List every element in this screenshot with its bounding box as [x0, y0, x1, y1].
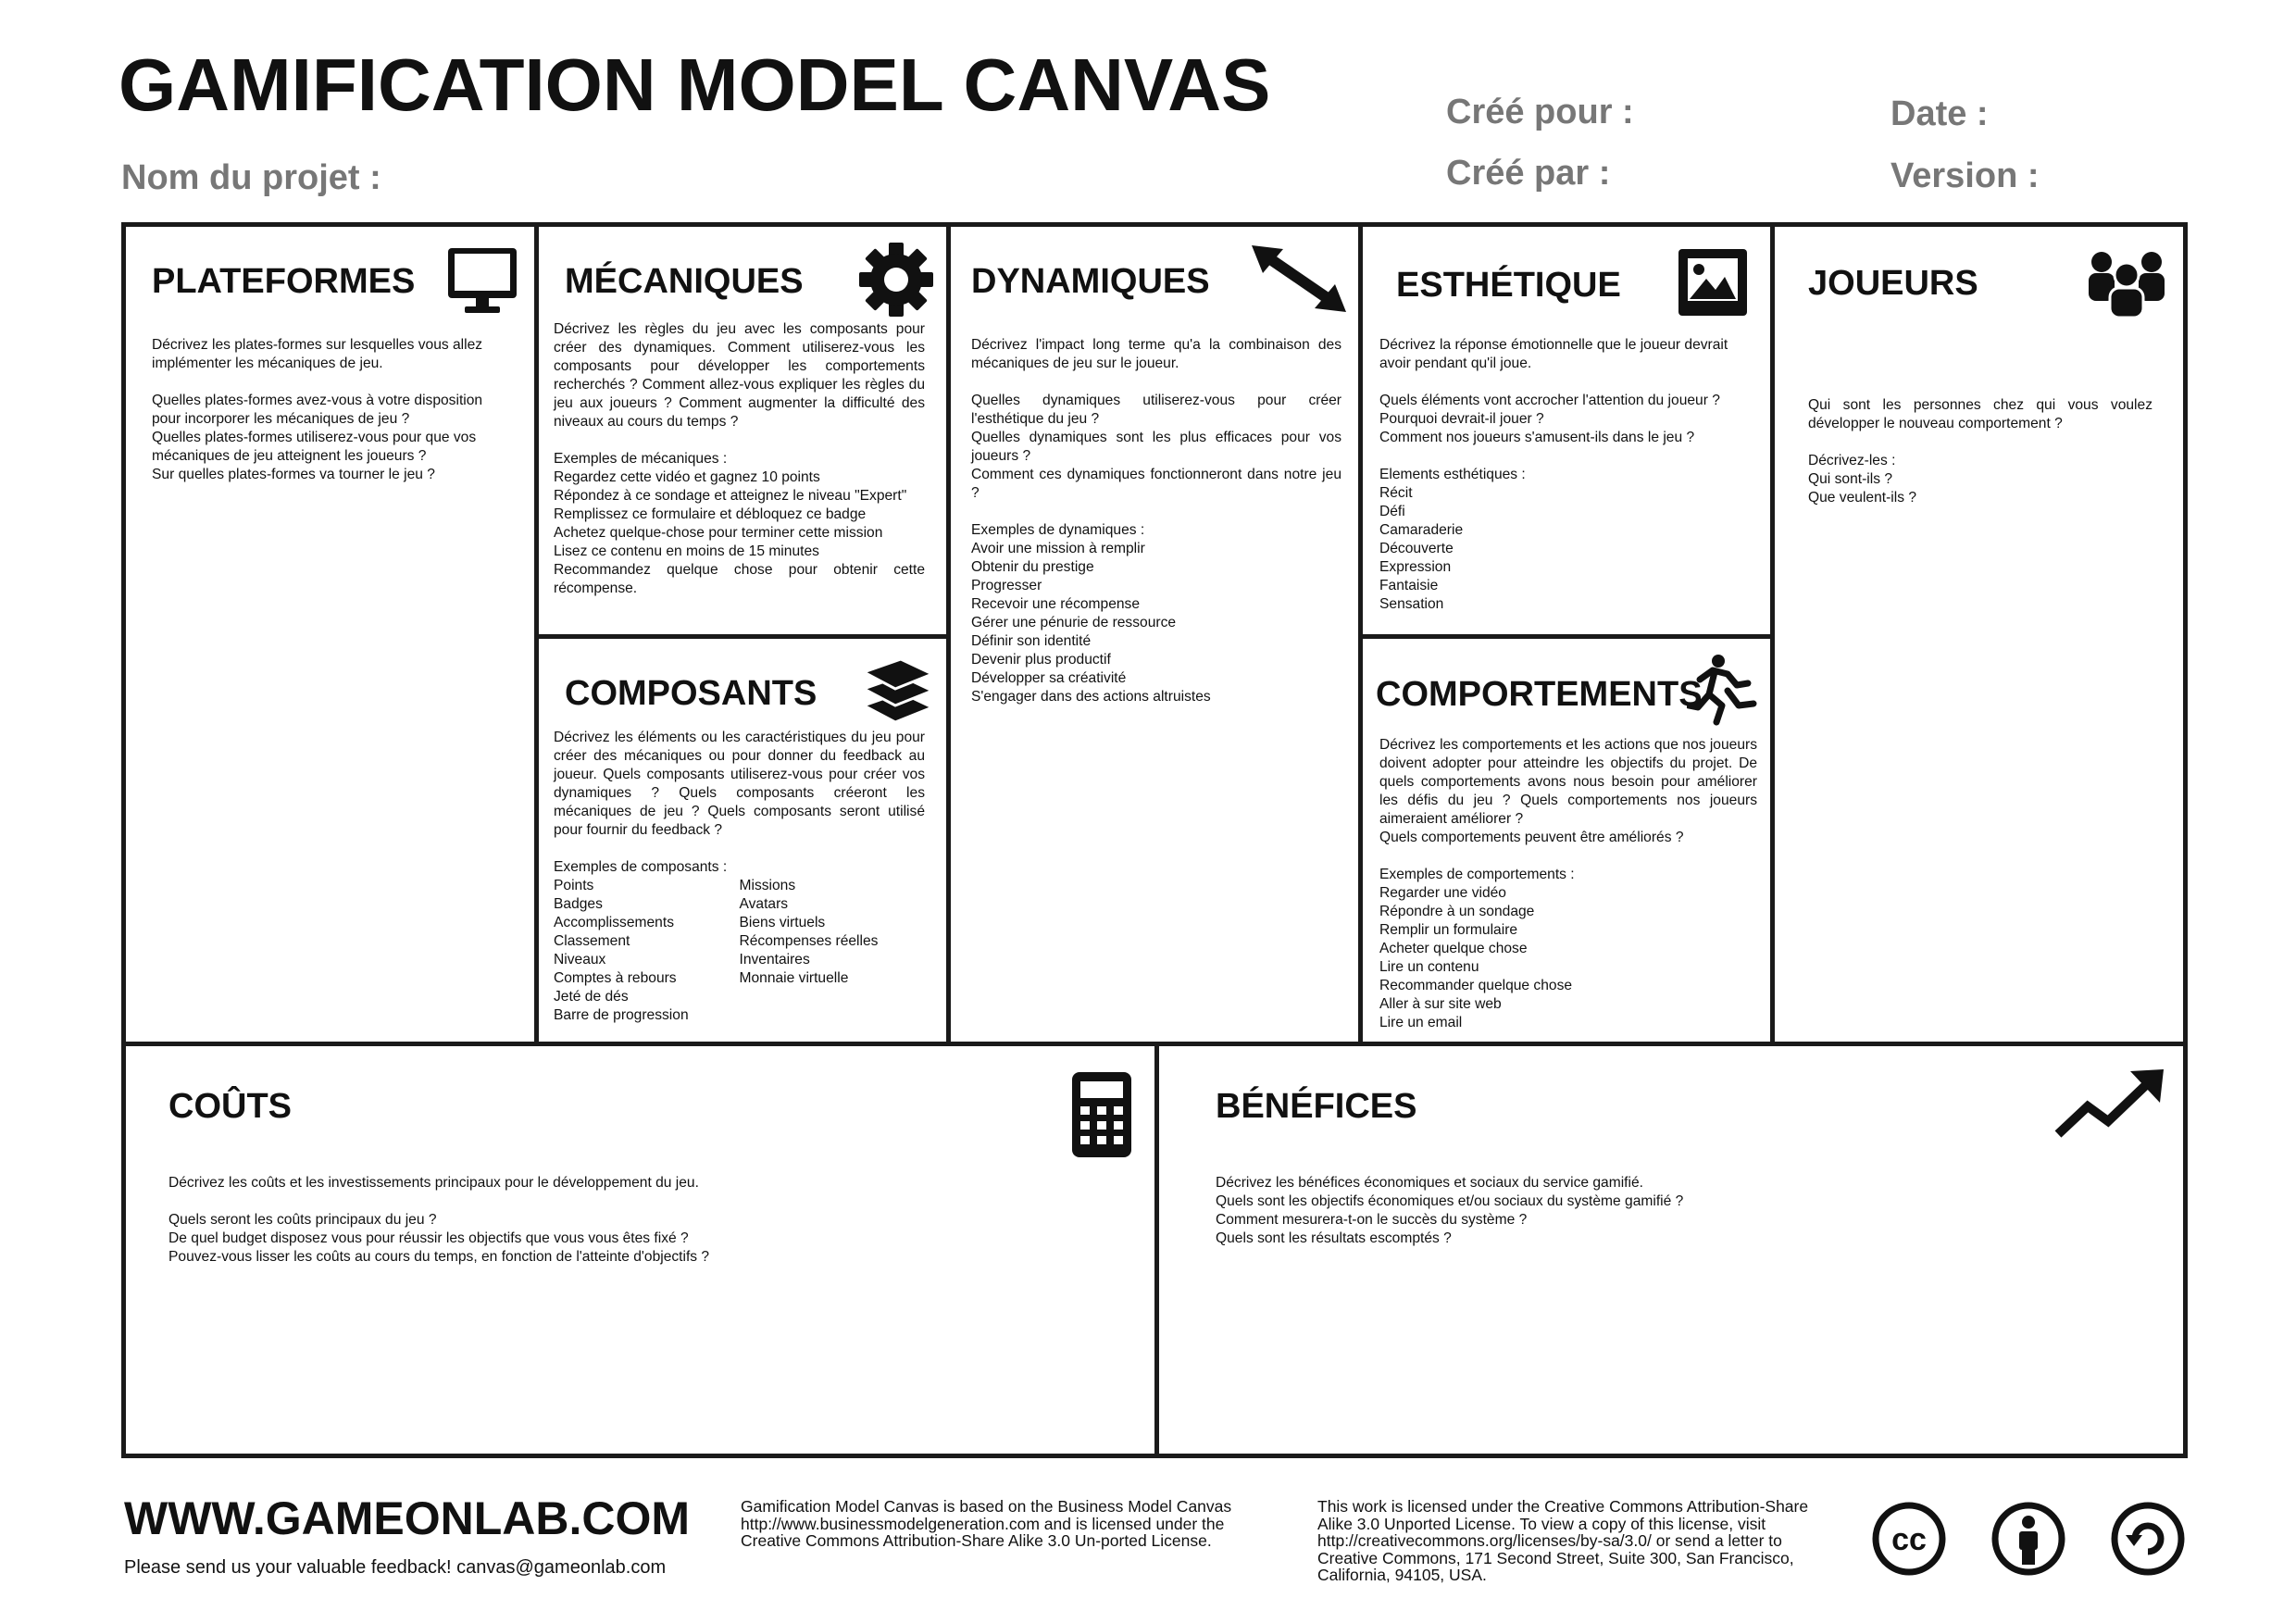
description-line: Pourquoi devrait-il jouer ? — [1379, 411, 1544, 427]
stack-icon — [860, 652, 936, 730]
description-line: Jeté de dés — [554, 989, 629, 1005]
plateformes-title: PLATEFORMES — [152, 262, 416, 301]
description-line: Décrivez-les : — [1808, 453, 1896, 468]
spacer — [1808, 433, 2152, 452]
description-line: Lisez ce contenu en moins de 15 minutes — [554, 543, 819, 559]
description-line: Quelles dynamiques utiliserez-vous pour créer l'esthétique du jeu ? — [971, 393, 1341, 427]
spacer — [554, 840, 925, 858]
description-line: Recevoir une récompense — [971, 596, 1141, 612]
footer-based-on: Gamification Model Canvas is based on the Business Model Canvas http://www.businessmodelgeneration.com and is licensed under the Creative Commons Attribution-Share Alike 3.0 Un-ported License. — [741, 1497, 1232, 1550]
benefices-block[interactable] — [1154, 1042, 2188, 1458]
plateformes-description — [152, 336, 513, 484]
description-line: Décrivez les plates-formes sur lesquelles vous allez implémenter les mécaniques de jeu. — [152, 337, 483, 371]
esthetique-block[interactable] — [1358, 222, 1775, 639]
benefices-description — [1216, 1174, 2141, 1248]
share-alike-icon — [2109, 1500, 2187, 1582]
spacer — [971, 373, 1341, 392]
composants-examples-col2 — [740, 877, 926, 1025]
description-line: Quelles plates-formes utiliserez-vous pour que vos mécaniques de jeu atteignent les joueurs ? — [152, 430, 477, 464]
description-line: Développer sa créativité — [971, 670, 1127, 686]
dynamiques-description — [971, 336, 1341, 706]
description-line: Expression — [1379, 559, 1452, 575]
spacer — [1379, 847, 1757, 866]
description-line: Quels sont les résultats escomptés ? — [1216, 1230, 1452, 1246]
description-line: Regarder une vidéo — [1379, 885, 1506, 901]
gear-icon — [858, 242, 934, 322]
description-line: Comment nos joueurs s'amusent-ils dans le jeu ? — [1379, 430, 1695, 445]
description-line: Exemples de comportements : — [1379, 867, 1575, 882]
composants-examples — [554, 877, 925, 1025]
description-line: Fantaisie — [1379, 578, 1439, 593]
description-line: Classement — [554, 933, 630, 949]
couts-block[interactable] — [121, 1042, 1159, 1458]
created-for-label: Créé pour : — [1446, 93, 1634, 131]
description-line: Biens virtuels — [739, 915, 826, 930]
composants-block[interactable] — [534, 634, 951, 1046]
attribution-icon — [1990, 1500, 2067, 1582]
description-line: Remplissez ce formulaire et débloquez ce badge — [554, 506, 867, 522]
mecaniques-description — [554, 320, 925, 598]
description-line: Lire un email — [1379, 1015, 1463, 1030]
description-line: Décrivez l'impact long terme qu'a la combinaison des mécaniques de jeu sur le joueur. — [971, 337, 1341, 371]
spacer — [152, 373, 513, 392]
description-line: Décrivez les règles du jeu avec les composants pour créer des dynamiques. Comment utiliserez-vous les composants pour développer les comportements recherchés ? Comment allez-vous expliquer les règles du jeu aux joueurs ? Comment augmenter la difficulté des niveaux au cours du temps ? — [554, 321, 925, 430]
description-line: Recommandez quelque chose pour obtenir cette récompense. — [554, 562, 925, 596]
monitor-icon — [446, 244, 518, 321]
joueurs-title: JOUEURS — [1808, 264, 1978, 303]
description-line: Exemples de dynamiques : — [971, 522, 1145, 538]
description-line: Comptes à rebours — [554, 970, 677, 986]
description-line: Décrivez les éléments ou les caractéristiques du jeu pour créer des mécaniques ou pour donner du feedback au joueur. Quels composants utiliserez-vous pour créer vos dynamiques ? Quels composants créeront les mécaniques de jeu ? Quels composants seront utilisé pour fournir du feedback ? — [554, 730, 925, 838]
description-line: Obtenir du prestige — [971, 559, 1094, 575]
composants-examples-col1 — [554, 877, 740, 1025]
description-line: Récit — [1379, 485, 1413, 501]
cc-icon — [1870, 1500, 1948, 1582]
description-line: Quelles dynamiques sont les plus efficaces pour vos joueurs ? — [971, 430, 1341, 464]
footer-url[interactable]: WWW.GAMEONLAB.COM — [124, 1492, 691, 1544]
description-line: Défi — [1379, 504, 1405, 519]
esthetique-description — [1379, 336, 1759, 614]
date-label: Date : — [1890, 94, 1989, 133]
description-line: De quel budget disposez vous pour réussir les objectifs que vous vous êtes fixé ? — [168, 1230, 689, 1246]
description-line: Décrivez les bénéfices économiques et sociaux du service gamifié. — [1216, 1175, 1643, 1191]
description-line: Missions — [739, 878, 796, 893]
double-arrow-icon — [1250, 243, 1348, 318]
description-line: Exemples de composants : — [554, 859, 728, 875]
composants-title: COMPOSANTS — [565, 674, 817, 713]
description-line: Remplir un formulaire — [1379, 922, 1518, 938]
description-line: Monnaie virtuelle — [739, 970, 849, 986]
dynamiques-title: DYNAMIQUES — [971, 262, 1210, 301]
description-line: Points — [554, 878, 594, 893]
description-line: Aller à sur site web — [1379, 996, 1502, 1012]
mecaniques-block[interactable] — [534, 222, 951, 639]
description-line: Badges — [554, 896, 603, 912]
footer-license: This work is licensed under the Creative Commons Attribution-Share Alike 3.0 Unported License. To view a copy of this license, visit http://creativecommons.org/licenses/by-sa/3.0/ or send a letter to Creative Commons, 171 Second Street, Suite 300, San Francisco, California, 94105, USA. — [1317, 1497, 1809, 1584]
description-line: Inventaires — [739, 952, 810, 968]
dynamiques-block[interactable] — [946, 222, 1363, 1046]
footer-feedback: Please send us your valuable feedback! canvas@gameonlab.com — [124, 1557, 667, 1578]
page-title: GAMIFICATION MODEL CANVAS — [119, 44, 1271, 126]
joueurs-block[interactable] — [1770, 222, 2188, 1046]
mecaniques-title: MÉCANIQUES — [565, 262, 804, 301]
spacer — [1379, 447, 1759, 466]
description-line: Lire un contenu — [1379, 959, 1479, 975]
composants-description — [554, 729, 925, 877]
comportements-title: COMPORTEMENTS — [1376, 675, 1703, 714]
description-line: Récompenses réelles — [739, 933, 879, 949]
trend-up-icon — [2053, 1067, 2167, 1146]
description-line: Camaraderie — [1379, 522, 1464, 538]
description-line: Elements esthétiques : — [1379, 467, 1526, 482]
description-line: Comment ces dynamiques fonctionneront dans notre jeu ? — [971, 467, 1341, 501]
project-name-label: Nom du projet : — [121, 158, 381, 197]
description-line: Comment mesurera-t-on le succès du système ? — [1216, 1212, 1528, 1228]
description-line: Que veulent-ils ? — [1808, 490, 1917, 506]
description-line: Acheter quelque chose — [1379, 941, 1528, 956]
joueurs-description — [1808, 396, 2152, 507]
description-line: Gérer une pénurie de ressource — [971, 615, 1177, 630]
description-line: Quels seront les coûts principaux du jeu ? — [168, 1212, 437, 1228]
description-line: Pouvez-vous lisser les coûts au cours du temps, en fonction de l'atteinte d'objectifs ? — [168, 1249, 710, 1265]
description-line: Exemples de mécaniques : — [554, 451, 728, 467]
description-line: Répondre à un sondage — [1379, 904, 1535, 919]
spacer — [971, 503, 1341, 521]
description-line: Quelles plates-formes avez-vous à votre disposition pour incorporer les mécaniques de jeu ? — [152, 393, 483, 427]
esthetique-title: ESTHÉTIQUE — [1396, 266, 1621, 305]
couts-description — [168, 1174, 1094, 1267]
description-line: Quels sont les objectifs économiques et/ou sociaux du système gamifié ? — [1216, 1193, 1684, 1209]
description-line: S'engager dans des actions altruistes — [971, 689, 1211, 705]
spacer — [168, 1192, 1094, 1211]
running-man-icon — [1687, 652, 1757, 730]
spacer — [554, 431, 925, 450]
description-line: Regardez cette vidéo et gagnez 10 points — [554, 469, 820, 485]
description-line: Barre de progression — [554, 1007, 689, 1023]
description-line: Progresser — [971, 578, 1042, 593]
description-line: Décrivez les comportements et les actions que nos joueurs doivent adopter pour atteindre les objectifs du projet. De quels comportements avons nous besoin pour améliorer les défis du jeu ? Quels comportements nos joueurs aimeraient améliorer ? — [1379, 737, 1757, 827]
plateformes-block[interactable] — [121, 222, 539, 1046]
description-line: Avatars — [739, 896, 789, 912]
group-icon — [2087, 245, 2166, 324]
description-line: Quels éléments vont accrocher l'attention du joueur ? — [1379, 393, 1720, 408]
couts-title: COÛTS — [168, 1087, 292, 1126]
description-line: Achetez quelque-chose pour terminer cette mission — [554, 525, 883, 541]
description-line: Devenir plus productif — [971, 652, 1111, 668]
description-line: Décrivez la réponse émotionnelle que le joueur devrait avoir pendant qu'il joue. — [1379, 337, 1728, 371]
description-line: Définir son identité — [971, 633, 1092, 649]
comportements-description — [1379, 736, 1757, 1032]
created-by-label: Créé par : — [1446, 154, 1611, 193]
description-line: Découverte — [1379, 541, 1454, 556]
description-line: Quels comportements peuvent être améliorés ? — [1379, 830, 1684, 845]
description-line: Recommander quelque chose — [1379, 978, 1573, 993]
version-label: Version : — [1890, 156, 2040, 195]
spacer — [1379, 373, 1759, 392]
description-line: Accomplissements — [554, 915, 674, 930]
calculator-icon — [1071, 1071, 1132, 1163]
description-line: Niveaux — [554, 952, 606, 968]
description-line: Avoir une mission à remplir — [971, 541, 1145, 556]
svg-text:cc: cc — [1891, 1522, 1927, 1557]
description-line: Décrivez les coûts et les investissements principaux pour le développement du jeu. — [168, 1175, 699, 1191]
benefices-title: BÉNÉFICES — [1216, 1087, 1417, 1126]
description-line: Sensation — [1379, 596, 1444, 612]
description-line: Sur quelles plates-formes va tourner le jeu ? — [152, 467, 435, 482]
picture-icon — [1677, 247, 1749, 322]
description-line: Répondez à ce sondage et atteignez le niveau "Expert" — [554, 488, 907, 504]
comportements-block[interactable] — [1358, 634, 1775, 1046]
description-line: Qui sont les personnes chez qui vous voulez développer le nouveau comportement ? — [1808, 397, 2152, 431]
description-line: Qui sont-ils ? — [1808, 471, 1892, 487]
